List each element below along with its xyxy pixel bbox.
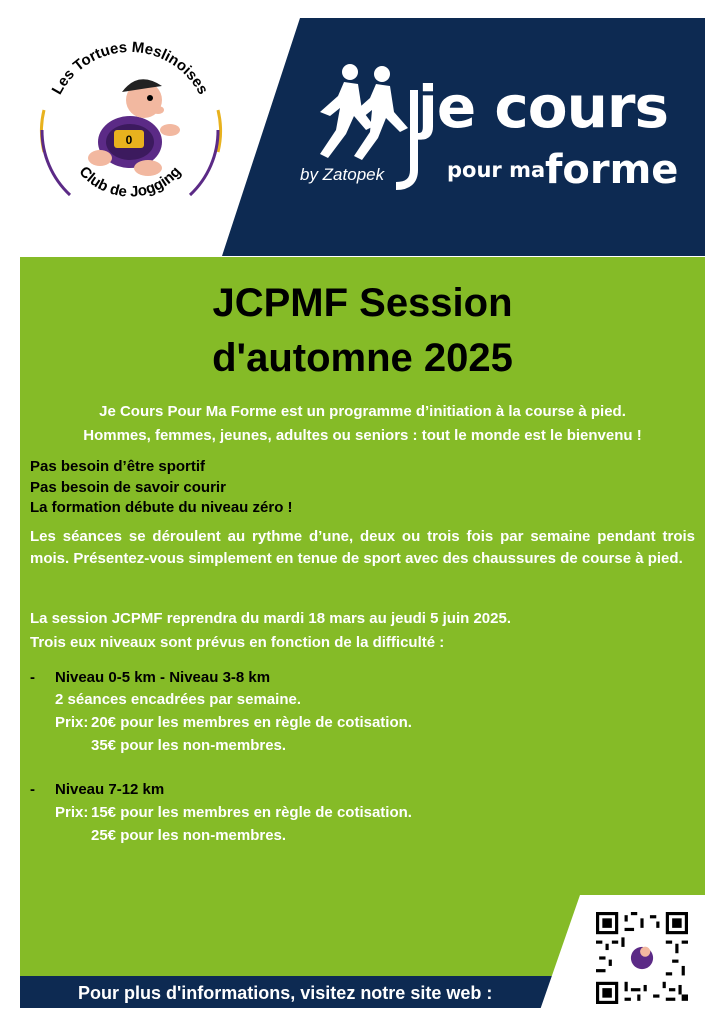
description-paragraph: Les séances se déroulent au rythme d’une, deux ou trois fois par semaine pendant trois mois. Présentez-vous simplement en tenue de sport avec des chaussures de course à pied.	[30, 528, 695, 567]
logo-top-text: Les Tortues Meslinoises	[48, 38, 212, 98]
turtle-mascot-icon	[88, 79, 180, 176]
level2-price-label: Prix:	[55, 804, 89, 821]
brand-by-zatopek: by Zatopek	[300, 165, 385, 184]
brand-forme: forme	[545, 147, 679, 193]
point-2: Pas besoin de savoir courir	[30, 479, 226, 496]
level1-title: Niveau 0-5 km - Niveau 3-8 km	[55, 669, 271, 686]
level1-bullet: -	[30, 669, 35, 686]
footer-text: Pour plus d'informations, visitez notre site web :	[78, 983, 493, 1003]
level1-price-non-members: 35€ pour les non-membres.	[91, 737, 287, 754]
brand-j-hook-icon	[392, 90, 422, 190]
title-line-1: JCPMF Session	[212, 281, 513, 325]
title-line-2: d'automne 2025	[212, 336, 513, 380]
level2-title: Niveau 7-12 km	[55, 781, 165, 798]
level2-price-members: 15€ pour les membres en règle de cotisation.	[91, 804, 412, 821]
session-levels: Trois eux niveaux sont prévus en fonction de la difficulté :	[30, 634, 445, 651]
level2-price-non-members: 25€ pour les non-membres.	[91, 827, 287, 844]
logo-bottom-text: Club de Jogging	[75, 163, 185, 201]
level1-price-members: 20€ pour les membres en règle de cotisation.	[91, 714, 412, 731]
svg-text:Club de Jogging	[76, 163, 185, 201]
qr-code-icon[interactable]	[596, 912, 688, 1004]
session-dates: La session JCPMF reprendra du mardi 18 mars au jeudi 5 juin 2025.	[30, 610, 512, 627]
brand-je-cours: je cours	[418, 73, 669, 141]
point-1: Pas besoin d’être sportif	[30, 458, 206, 475]
brand-pour-ma: pour ma	[447, 158, 546, 182]
level2-bullet: -	[30, 781, 35, 798]
intro-line-2: Hommes, femmes, jeunes, adultes ou seniors : tout le monde est le bienvenu !	[83, 427, 642, 444]
svg-text:0: 0	[125, 133, 133, 147]
point-3: La formation débute du niveau zéro !	[30, 499, 293, 516]
level1-price-label: Prix:	[55, 714, 89, 731]
jcpmf-brand-logo	[300, 60, 690, 210]
club-logo	[30, 30, 230, 230]
level1-sessions: 2 séances encadrées par semaine.	[55, 691, 301, 708]
intro-line-1: Je Cours Pour Ma Forme est un programme d’initiation à la course à pied.	[99, 403, 626, 420]
